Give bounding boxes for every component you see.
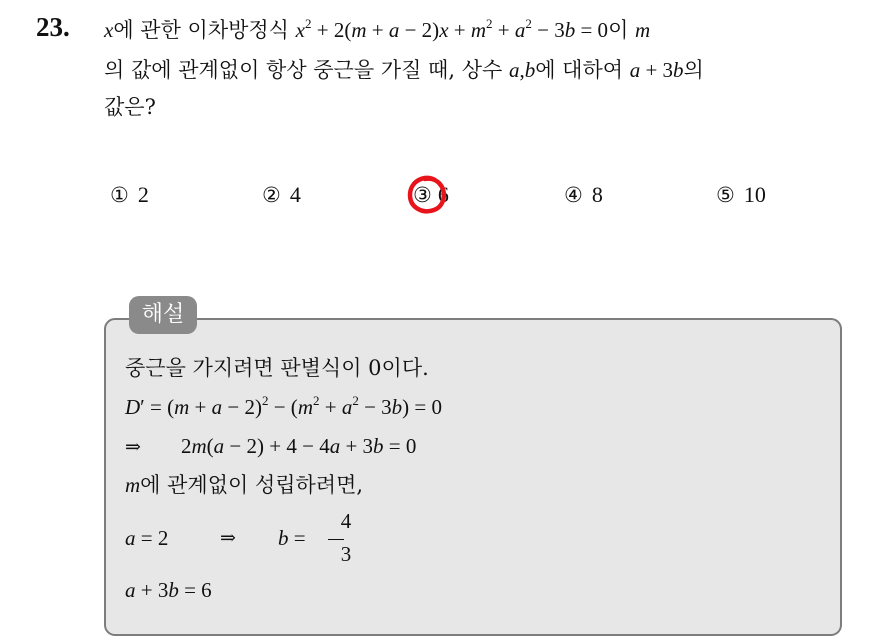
var-b: b [168, 578, 179, 602]
var-a: a [629, 58, 641, 82]
var-b: b [373, 434, 384, 458]
var-a: a [508, 58, 520, 82]
var-a: a [514, 18, 526, 42]
var-a: a [341, 395, 353, 419]
fraction-bar [328, 539, 344, 540]
math-text: ′ = ( [140, 395, 175, 419]
math-text: − 2) [222, 395, 262, 419]
choice-5[interactable] [716, 180, 766, 211]
choice-value: 8 [591, 182, 603, 207]
solution-line-2 [125, 392, 442, 422]
math-text: + 3 [640, 58, 674, 82]
math-text: − 2) + 4 − 4 [224, 434, 330, 458]
var-b: b [564, 18, 576, 42]
var-a: a [125, 526, 136, 550]
choice-number: ③ [413, 183, 432, 207]
math-text: ) = 0 [402, 395, 443, 419]
implies-arrow: ⇒ [125, 436, 141, 458]
question-number: 23. [36, 12, 70, 42]
solution-line-1: 중근을 가지려면 판별식이 0이다. [125, 356, 429, 380]
math-text: = 0 [575, 18, 609, 42]
solution-line-4 [125, 470, 363, 500]
solution-tab-label: 해설 [129, 296, 197, 334]
var-x: x [295, 18, 305, 42]
var-x: x [439, 18, 449, 42]
var-m: m [125, 473, 141, 497]
answer-mark-circle [405, 173, 449, 217]
var-a: a [329, 434, 341, 458]
choice-value: 2 [137, 182, 149, 207]
var-m: m [351, 18, 367, 42]
question-line-2 [104, 55, 704, 85]
choice-2[interactable] [262, 180, 301, 211]
var-b: b [278, 526, 289, 550]
math-text: + 3 [340, 434, 374, 458]
math-group [125, 523, 168, 553]
text: 에 관한 이차방정식 [113, 18, 296, 42]
var-b: b [524, 58, 536, 82]
choice-value: 4 [289, 182, 301, 207]
question-line-1 [104, 15, 650, 45]
var-a: a [125, 578, 136, 602]
math-text: − 3 [358, 395, 392, 419]
var-m: m [191, 434, 207, 458]
math-text: + 2( [311, 18, 352, 42]
choice-1[interactable] [110, 180, 149, 211]
var-a: a [213, 434, 225, 458]
var-a: a [211, 395, 223, 419]
math-text: + [448, 18, 471, 42]
math-text: = 6 [178, 578, 212, 602]
text: 의 값에 관계없이 항상 중근을 가질 때, 상수 [104, 58, 509, 82]
math-text: + 3 [135, 578, 169, 602]
exponent: 2 [261, 393, 269, 408]
choice-number: ② [262, 183, 281, 207]
choice-number: ① [110, 183, 129, 207]
math-text: = 2 [135, 526, 169, 550]
var-x: x [104, 18, 114, 42]
exponent: 2 [352, 393, 359, 408]
fraction-denominator: 3 [340, 542, 352, 566]
math-group [278, 523, 306, 553]
var-m: m [174, 395, 190, 419]
choice-4[interactable] [564, 180, 603, 211]
math-text: + [492, 18, 515, 42]
exponent: 2 [312, 393, 320, 408]
var-D: D [125, 395, 141, 419]
text: 의 [683, 58, 704, 82]
answer-mark-stroke [410, 178, 444, 211]
solution-line-6 [125, 575, 212, 605]
var-b: b [391, 395, 403, 419]
var-m: m [470, 18, 487, 42]
math-text: + [366, 18, 389, 42]
choice-number: ④ [564, 183, 583, 207]
var-a: a [388, 18, 400, 42]
exponent: 2 [486, 16, 493, 31]
math-text: + [319, 395, 342, 419]
math-text: 2 [181, 434, 192, 458]
math-text: = 0 [383, 434, 417, 458]
choice-number: ⑤ [716, 183, 735, 207]
choice-value: 10 [743, 182, 766, 207]
exponent: 2 [525, 16, 532, 31]
choice-value: 6 [437, 182, 449, 207]
math-text: = [288, 526, 306, 550]
implies-arrow: ⇒ [220, 527, 236, 549]
comma: , [519, 58, 525, 82]
var-b: b [673, 58, 684, 82]
var-m: m [635, 18, 651, 42]
question-line-3: 값은? [104, 95, 156, 119]
text: 에 대하여 [535, 58, 630, 82]
text: 에 관계없이 성립하려면, [140, 473, 364, 497]
math-text: − ( [268, 395, 298, 419]
math-text: − 2) [399, 18, 440, 42]
math-text: − 3 [531, 18, 565, 42]
math-text: + [189, 395, 212, 419]
text: 이 [608, 18, 636, 42]
solution-line-3 [125, 431, 416, 462]
exponent: 2 [304, 16, 312, 31]
var-m: m [297, 395, 313, 419]
fraction-numerator: 4 [340, 509, 352, 533]
math-text: ( [206, 434, 214, 458]
